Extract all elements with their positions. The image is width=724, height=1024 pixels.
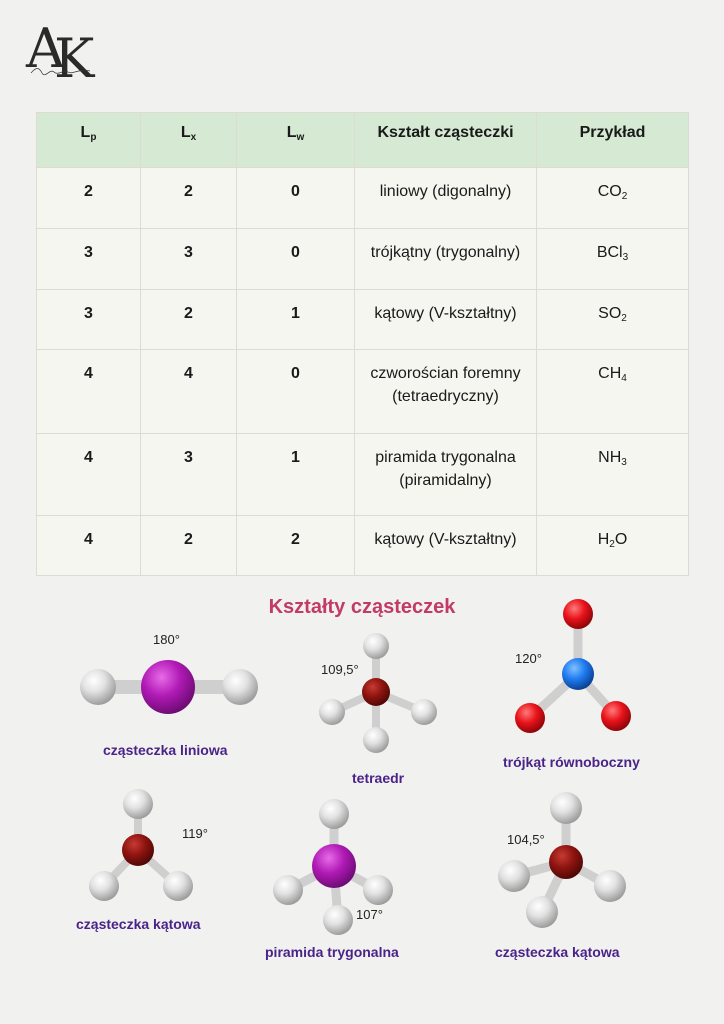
cell-example: $NH_3$ [537, 434, 689, 516]
header-lp: $L_p$ [37, 113, 141, 168]
bent2-caption: cząsteczka kątowa [495, 944, 620, 960]
cell-lp: 2 [37, 168, 141, 229]
table-row [37, 229, 689, 290]
linear-caption: cząsteczka liniowa [103, 742, 228, 758]
trigonal-caption: trójkąt równoboczny [503, 754, 640, 770]
cell-lp: 4 [37, 516, 141, 576]
logo-initial-a: A [26, 17, 65, 80]
cell-example: $SO_2$ [537, 290, 689, 350]
table-header-row [37, 113, 689, 168]
linear-molecule-model [78, 650, 262, 722]
table-row [37, 168, 689, 229]
cell-shape: piramida trygonalna (piramidalny) [355, 434, 537, 516]
cell-lw: 1 [237, 434, 355, 516]
cell-lp: 3 [37, 229, 141, 290]
cell-shape: czworościan foremny (tetraedryczny) [355, 350, 537, 434]
cell-shape: kątowy (V-kształtny) [355, 290, 537, 350]
bent1-caption: cząsteczka kątowa [76, 916, 201, 932]
cell-lw: 0 [237, 350, 355, 434]
cell-lx: 3 [141, 229, 237, 290]
cell-example: $H_2O$ [537, 516, 689, 576]
trigonal-molecule-model [508, 596, 638, 742]
cell-lx: 2 [141, 516, 237, 576]
table-row [37, 350, 689, 434]
cell-example: $CO_2$ [537, 168, 689, 229]
logo-initial-k: K [54, 27, 95, 90]
cell-lp: 3 [37, 290, 141, 350]
table-row [37, 434, 689, 516]
trigonal-angle-label: 120° [515, 651, 542, 666]
cell-lp: 4 [37, 434, 141, 516]
cell-shape: trójkątny (trygonalny) [355, 229, 537, 290]
cell-lw: 1 [237, 290, 355, 350]
tetrahedral-angle-label: 109,5° [321, 662, 359, 677]
header-shape: Kształt cząsteczki [355, 113, 537, 168]
header-lw: $L_w$ [237, 113, 355, 168]
cell-lx: 2 [141, 290, 237, 350]
bent2-angle-label: 104,5° [507, 832, 545, 847]
cell-lx: 3 [141, 434, 237, 516]
cell-lw: 0 [237, 229, 355, 290]
cell-example: $CH_4$ [537, 350, 689, 434]
cell-lp: 4 [37, 350, 141, 434]
tetrahedral-caption: tetraedr [352, 770, 405, 786]
cell-shape: liniowy (digonalny) [355, 168, 537, 229]
header-lx: $L_x$ [141, 113, 237, 168]
table-row [37, 516, 689, 576]
logo [26, 17, 98, 90]
cell-lw: 2 [237, 516, 355, 576]
pyramid-angle-label: 107° [356, 907, 383, 922]
section-title: Kształty cząsteczek [268, 596, 456, 618]
pyramid-caption: piramida trygonalna [265, 944, 399, 960]
cell-lw: 0 [237, 168, 355, 229]
header-example: Przykład [537, 113, 689, 168]
bent1-angle-label: 119° [182, 826, 208, 841]
table-row [37, 290, 689, 350]
bent-molecule-model-2 [494, 786, 634, 936]
tetrahedral-molecule-model [312, 628, 442, 758]
cell-shape: kątowy (V-kształtny) [355, 516, 537, 576]
pyramid-molecule-model [268, 790, 408, 940]
cell-lx: 2 [141, 168, 237, 229]
cell-example: BCl$_3$ [537, 229, 689, 290]
vsepr-table [36, 112, 689, 576]
bent-molecule-model-1 [84, 782, 204, 902]
cell-lx: 4 [141, 350, 237, 434]
linear-angle-label: 180° [153, 632, 180, 647]
logo-signature [30, 66, 92, 76]
